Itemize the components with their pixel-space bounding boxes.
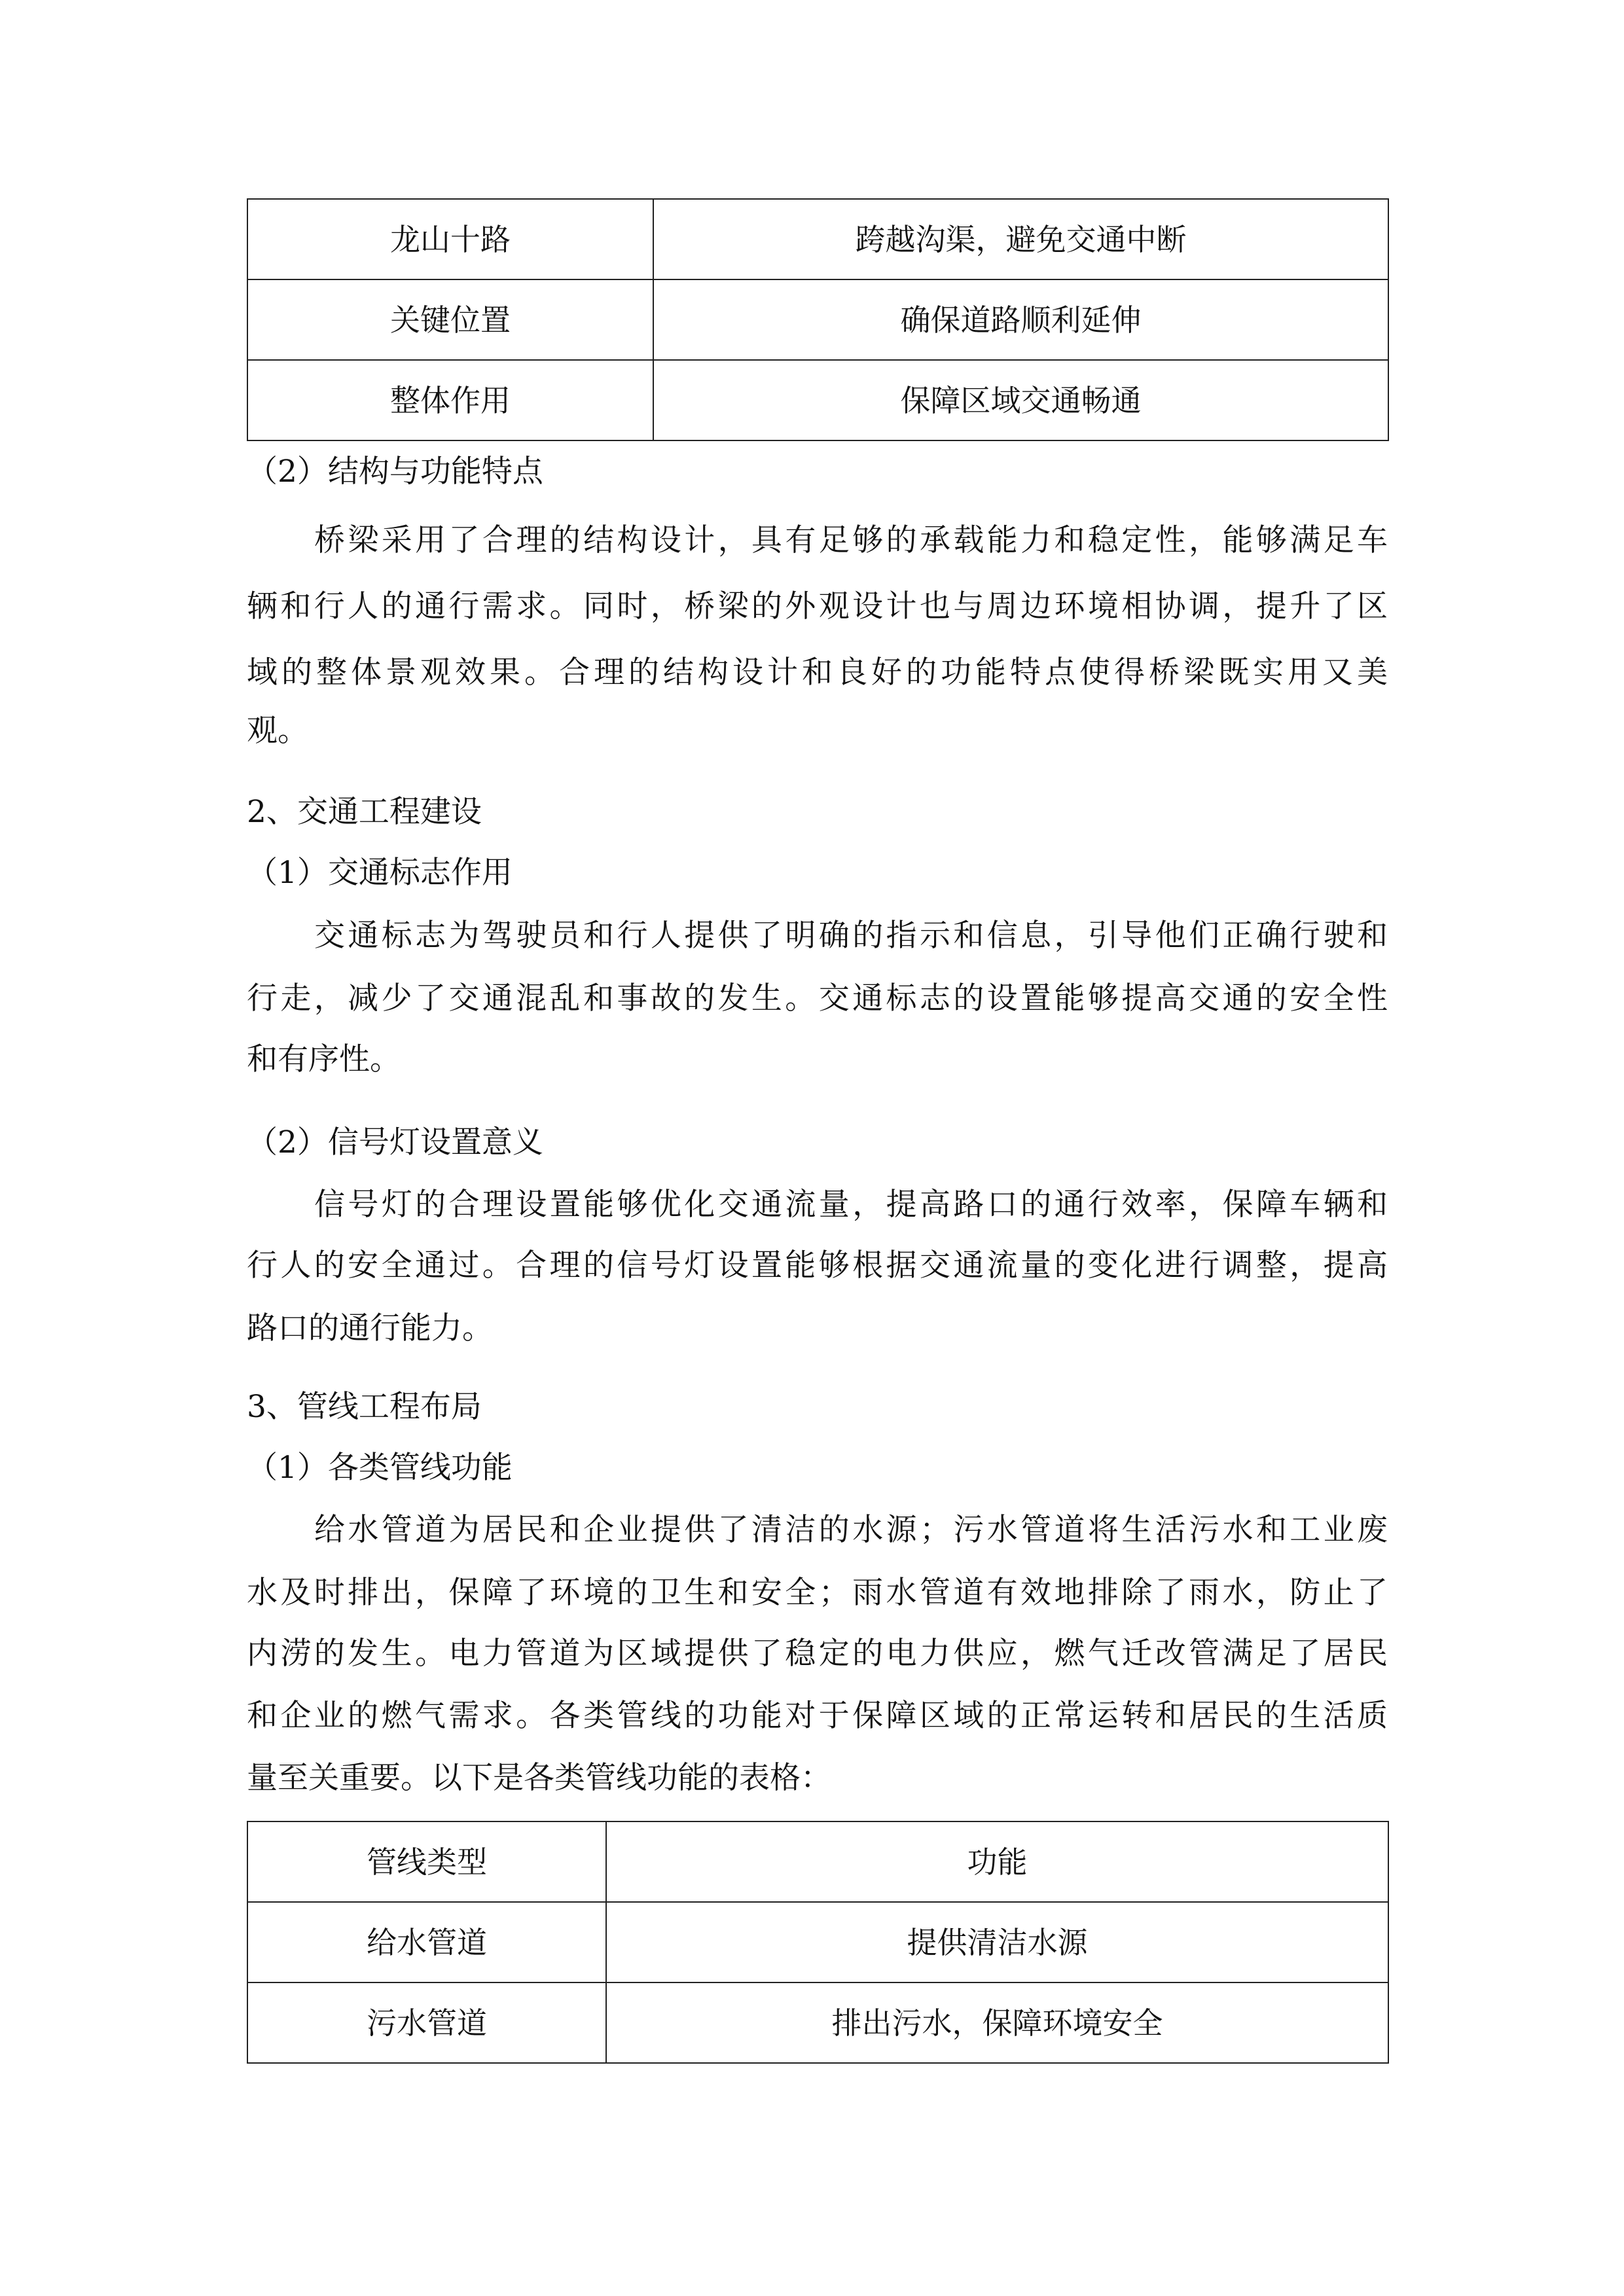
paragraph-line: 桥梁采用了合理的结构设计，具有足够的承载能力和稳定性，能够满足车 [314, 522, 1388, 558]
table-row [247, 1982, 1388, 2063]
table-header-row [247, 1821, 1388, 1902]
paragraph-line: 行人的安全通过。合理的信号灯设置能够根据交通流量的变化进行调整，提高 [247, 1247, 1388, 1283]
paragraph-line: 路口的通行能力。 [247, 1310, 493, 1346]
table-cell: 跨越沟渠，避免交通中断 [653, 199, 1388, 279]
paragraph-line: 观。 [247, 713, 308, 749]
table-cell: 保障区域交通畅通 [653, 360, 1388, 440]
table-cell: 关键位置 [247, 279, 653, 360]
paragraph-line: 内涝的发生。电力管道为区域提供了稳定的电力供应，燃气迁改管满足了居民 [247, 1636, 1388, 1672]
paragraph-line: 给水管道为居民和企业提供了清洁的水源；污水管道将生活污水和工业废 [314, 1512, 1388, 1548]
table-row [247, 199, 1388, 279]
subsection-heading: （1）各类管线功能 [247, 1450, 513, 1486]
section-heading: 2、交通工程建设 [247, 794, 482, 830]
table-cell: 给水管道 [247, 1902, 606, 1982]
paragraph-line: 域的整体景观效果。合理的结构设计和良好的功能特点使得桥梁既实用又美 [247, 655, 1388, 691]
paragraph-line: 辆和行人的通行需求。同时，桥梁的外观设计也与周边环境相协调，提升了区 [247, 588, 1388, 624]
paragraph-line: 交通标志为驾驶员和行人提供了明确的指示和信息，引导他们正确行驶和 [314, 918, 1388, 954]
table-header-cell: 功能 [606, 1821, 1388, 1902]
subsection-heading: （2）信号灯设置意义 [247, 1124, 543, 1160]
table-row [247, 1902, 1388, 1982]
pipeline-function-table [247, 1821, 1389, 2064]
table-cell: 污水管道 [247, 1982, 606, 2063]
paragraph-line: 和有序性。 [247, 1041, 401, 1077]
table-cell: 排出污水，保障环境安全 [606, 1982, 1388, 2063]
bridge-role-table [247, 198, 1389, 441]
subsection-heading: （1）交通标志作用 [247, 855, 513, 891]
table-cell: 龙山十路 [247, 199, 653, 279]
table-cell: 整体作用 [247, 360, 653, 440]
paragraph-line: 信号灯的合理设置能够优化交通流量，提高路口的通行效率，保障车辆和 [314, 1187, 1388, 1223]
table-cell: 确保道路顺利延伸 [653, 279, 1388, 360]
paragraph-line: 行走，减少了交通混乱和事故的发生。交通标志的设置能够提高交通的安全性 [247, 980, 1388, 1016]
paragraph-line: 水及时排出，保障了环境的卫生和安全；雨水管道有效地排除了雨水，防止了 [247, 1575, 1388, 1611]
table-row [247, 360, 1388, 440]
paragraph-line: 量至关重要。以下是各类管线功能的表格： [247, 1760, 831, 1796]
table-header-cell: 管线类型 [247, 1821, 606, 1902]
section-heading: 3、管线工程布局 [247, 1389, 482, 1425]
section-heading: （2）结构与功能特点 [247, 454, 543, 490]
paragraph-line: 和企业的燃气需求。各类管线的功能对于保障区域的正常运转和居民的生活质 [247, 1698, 1388, 1734]
table-cell: 提供清洁水源 [606, 1902, 1388, 1982]
table-row [247, 279, 1388, 360]
